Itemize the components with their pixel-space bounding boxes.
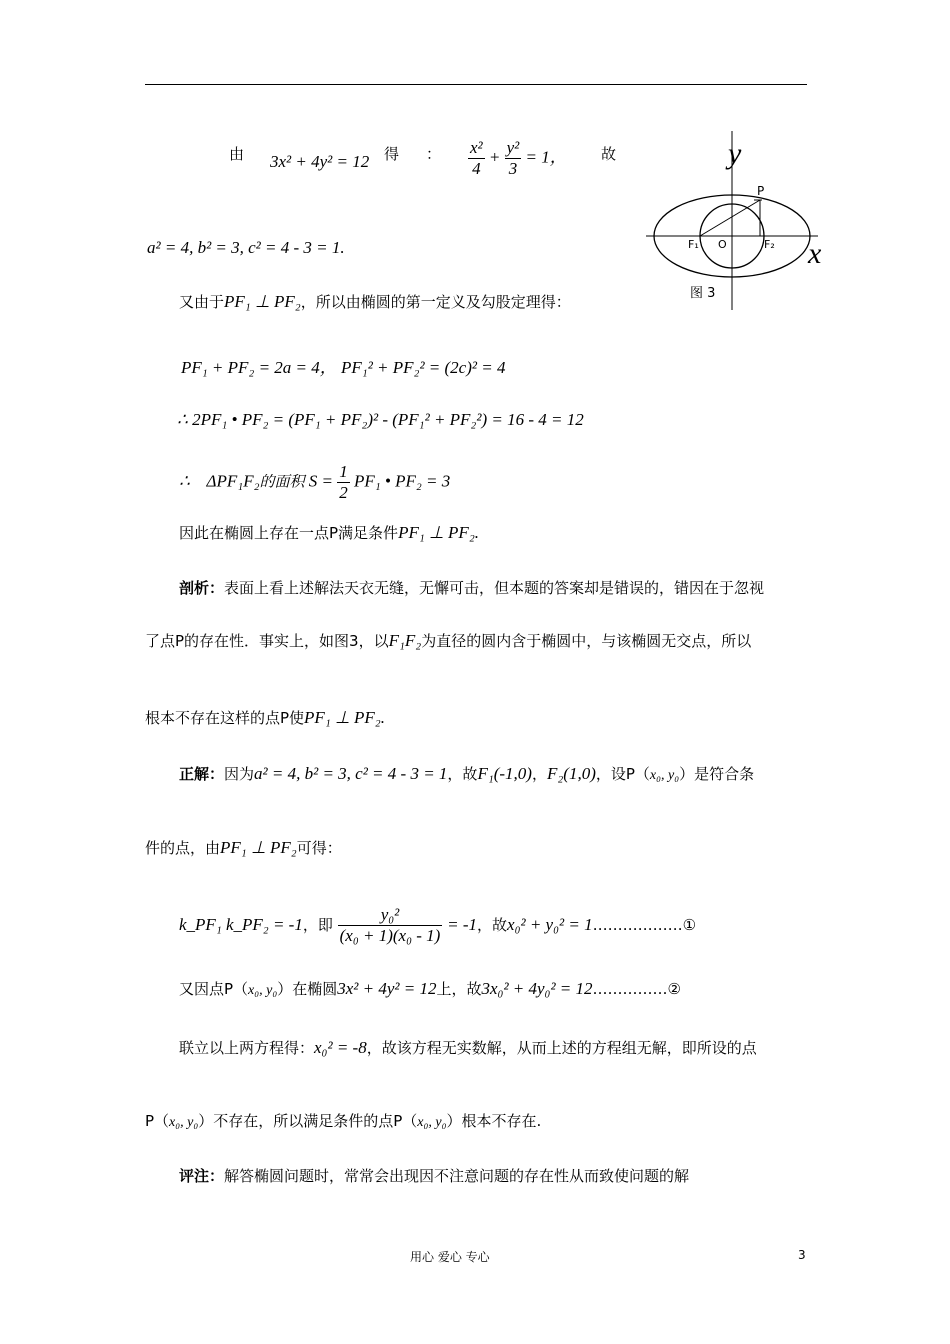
paragraph-analysis: 剖析：表面上看上述解法天衣无缝，无懈可击，但本题的答案却是错误的，错因在于忽视: [179, 579, 765, 597]
ellipse-figure: [640, 125, 840, 320]
focus-f1-label: F₁: [688, 238, 699, 251]
equation-abc: a² = 4, b² = 3, c² = 4 - 3 = 1.: [147, 238, 345, 257]
equation-ellipse: 3x² + 4y² = 12: [270, 152, 370, 171]
paragraph-line10: 根本不存在这样的点P使PF₁ ⊥ PF₂.: [145, 708, 385, 727]
x-axis-label: x: [808, 237, 822, 270]
paragraph-line12: 件的点，由PF₁ ⊥ PF₂可得：: [145, 838, 342, 857]
paragraph-line14: 又因点P（x₀, y₀）在椭圆3x² + 4y² = 12上，故3x₀² + 4y₀² = 12……………②: [179, 979, 681, 998]
footer-slogan: 用心 爱心 专心: [410, 1250, 490, 1264]
text-de: 得: [384, 145, 400, 163]
figure-caption: 图 3: [690, 286, 716, 301]
segment-pf1: [700, 200, 760, 236]
standard-form-fraction: $\frac{\text{x²}}{4}$ + $\frac{\text{y²}}{3}$ = 1，: [470, 138, 567, 178]
y-axis-label: y: [728, 137, 742, 170]
paragraph-line16: P（x₀, y₀）不存在，所以满足条件的点P（x₀, y₀）根本不存在.: [145, 1112, 542, 1130]
equation-area: ∴ ΔPF₁F₂的面积 S = $\frac{1}{2}$ PF₁ • PF₂ = 3: [179, 462, 451, 502]
text-you: 由: [229, 145, 245, 163]
point-p-label: P: [757, 184, 765, 198]
equation-product: ∴ 2PF₁ • PF₂ = (PF₁ + PF₂)² - (PF₁² + PF₂²) = 16 - 4 = 12: [177, 410, 584, 429]
paragraph-line9: 了点P的存在性．事实上，如图3，以F₁F₂为直径的圆内含于椭圆中，与该椭圆无交点，所以: [145, 631, 752, 650]
page-number: 3: [798, 1248, 806, 1262]
equation-slopes: k_PF₁ k_PF₂ = -1，即 $\frac{\text{y₀²}}{\text{(x₀ + 1)(x₀ - 1)}}$ = -1，故x₀² + y₀² = 1………………①: [179, 905, 697, 945]
paragraph-solution: 正解：因为a² = 4, b² = 3, c² = 4 - 3 = 1，故F₁(-1,0)，F₂(1,0)，设P（x₀, y₀）是符合条: [179, 764, 755, 783]
paragraph-line7: 因此在椭圆上存在一点P满足条件PF₁ ⊥ PF₂.: [179, 523, 479, 542]
paragraph-line15: 联立以上两方程得：x₀² = -8，故该方程无实数解，从而上述的方程组无解，即所设的点: [179, 1038, 757, 1057]
text-gu: 故: [601, 145, 617, 163]
header-rule: [145, 84, 807, 85]
paragraph-remark: 评注：解答椭圆问题时，常常会出现因不注意问题的存在性从而致使问题的解: [179, 1167, 690, 1185]
equation-sums: PF₁ + PF₂ = 2a = 4， PF₁² + PF₂² = (2c)² = 4: [181, 358, 506, 377]
focus-f2-label: F₂: [764, 238, 775, 251]
paragraph-line3: 又由于PF₁ ⊥ PF₂，所以由椭圆的第一定义及勾股定理得：: [179, 292, 571, 311]
text-colon: ：: [426, 145, 442, 163]
origin-label: O: [718, 238, 727, 251]
